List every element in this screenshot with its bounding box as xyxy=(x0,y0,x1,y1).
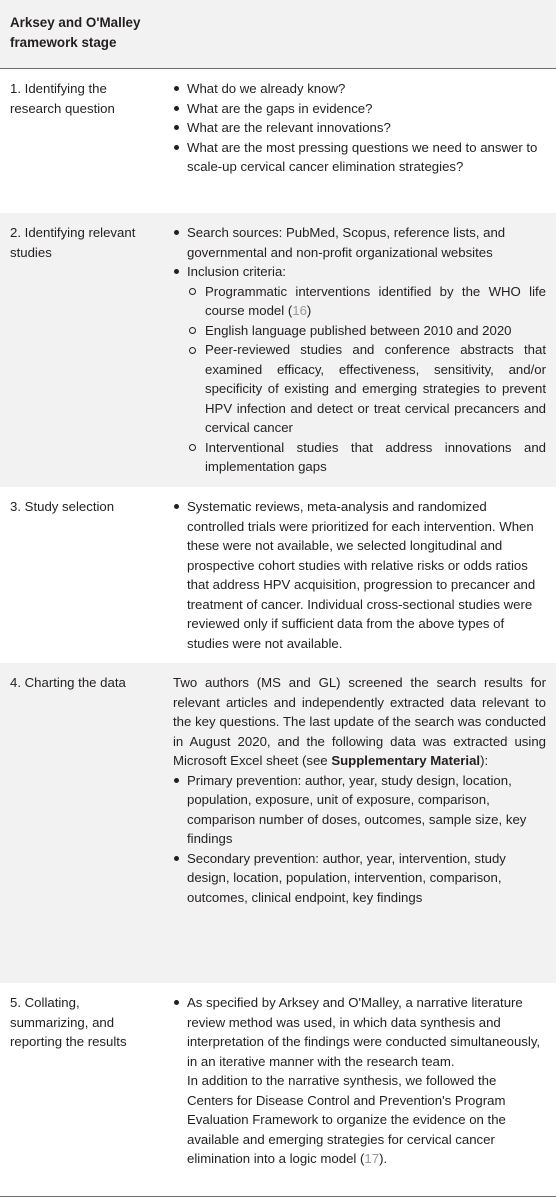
stage-label: 3. Study selection xyxy=(10,499,115,514)
list-item: What are the relevant innovations? xyxy=(173,118,546,138)
sub-list-item: Programmatic interventions identified by the WHO life course model (16) xyxy=(187,282,546,321)
sub-list-item: Peer-reviewed studies and conference abstracts that examined efficacy, effectiveness, sensitivity, and/or specificity of existing and emerging strategies to prevent HPV infection and detect or treat cervical precancers and cervical cancer xyxy=(187,340,546,438)
list-item: What do we already know? xyxy=(173,79,546,99)
table-row xyxy=(0,487,556,663)
paragraph: Two authors (MS and GL) screened the search results for relevant articles and independently extracted data relevant to the key questions. The last update of the search was conducted in August 2020, and the following data was extracted using Microsoft Excel sheet (see Supplementary Material): xyxy=(173,675,546,768)
list-item xyxy=(173,993,546,1169)
stage-content xyxy=(173,79,546,177)
list-item-text: As specified by Arksey and O'Malley, a narrative literature review method was used, in which data synthesis and interpretation of the findings were conducted simultaneously, in an iterative manner with the research team. xyxy=(187,995,541,1069)
table-header xyxy=(0,0,556,68)
sub-list-item: English language published between 2010 and 2020 xyxy=(187,321,546,341)
table-row xyxy=(0,213,556,487)
reference-link[interactable]: 17 xyxy=(364,1151,380,1166)
stage-content xyxy=(173,497,546,653)
table-row xyxy=(0,69,556,213)
list-item xyxy=(173,262,546,477)
reference-link[interactable]: 16 xyxy=(292,303,307,318)
stage-content xyxy=(173,993,546,1169)
list-item-text: Inclusion criteria: xyxy=(187,264,286,279)
header-stage-column: Arksey and O'Malley framework stage xyxy=(10,15,141,50)
stage-label: 1. Identifying the research question xyxy=(10,81,115,116)
list-item: Systematic reviews, meta-analysis and randomized controlled trials were prioritized for each intervention. When these were not available, we selected longitudinal and prospective cohort studies with relative risks or odds ratios that address HPV acquisition, progression to precancer and treatment of cancer. Individual cross-sectional studies were reviewed only if sufficient data from the above types of studies were not available. xyxy=(173,497,546,653)
table-row xyxy=(0,983,556,1196)
list-item: Primary prevention: author, year, study design, location, population, exposure, unit of exposure, comparison, comparison number of doses, outcomes, sample size, key findings xyxy=(173,771,546,849)
supplementary-material-link[interactable]: Supplementary Material xyxy=(331,753,481,768)
stage-label: 4. Charting the data xyxy=(10,675,126,690)
list-item: What are the gaps in evidence? xyxy=(173,99,546,119)
stage-content xyxy=(173,223,546,477)
stage-label: 2. Identifying relevant studies xyxy=(10,225,136,260)
stage-label: 5. Collating, summarizing, and reporting the results xyxy=(10,995,127,1049)
stage-content xyxy=(173,673,546,907)
table-row xyxy=(0,663,556,983)
list-item: What are the most pressing questions we need to answer to scale-up cervical cancer elimination strategies? xyxy=(173,138,546,177)
list-item: Search sources: PubMed, Scopus, reference lists, and governmental and non-profit organizational websites xyxy=(173,223,546,262)
list-item-continuation: In addition to the narrative synthesis, we followed the Centers for Disease Control and Prevention's Program Evaluation Framework to organize the evidence on the available and emerging strategies for cervical cancer elimination into a logic model (17). xyxy=(187,1073,506,1166)
list-item: Secondary prevention: author, year, intervention, study design, location, population, intervention, comparison, outcomes, clinical endpoint, key findings xyxy=(173,849,546,908)
sub-list-item: Interventional studies that address innovations and implementation gaps xyxy=(187,438,546,477)
